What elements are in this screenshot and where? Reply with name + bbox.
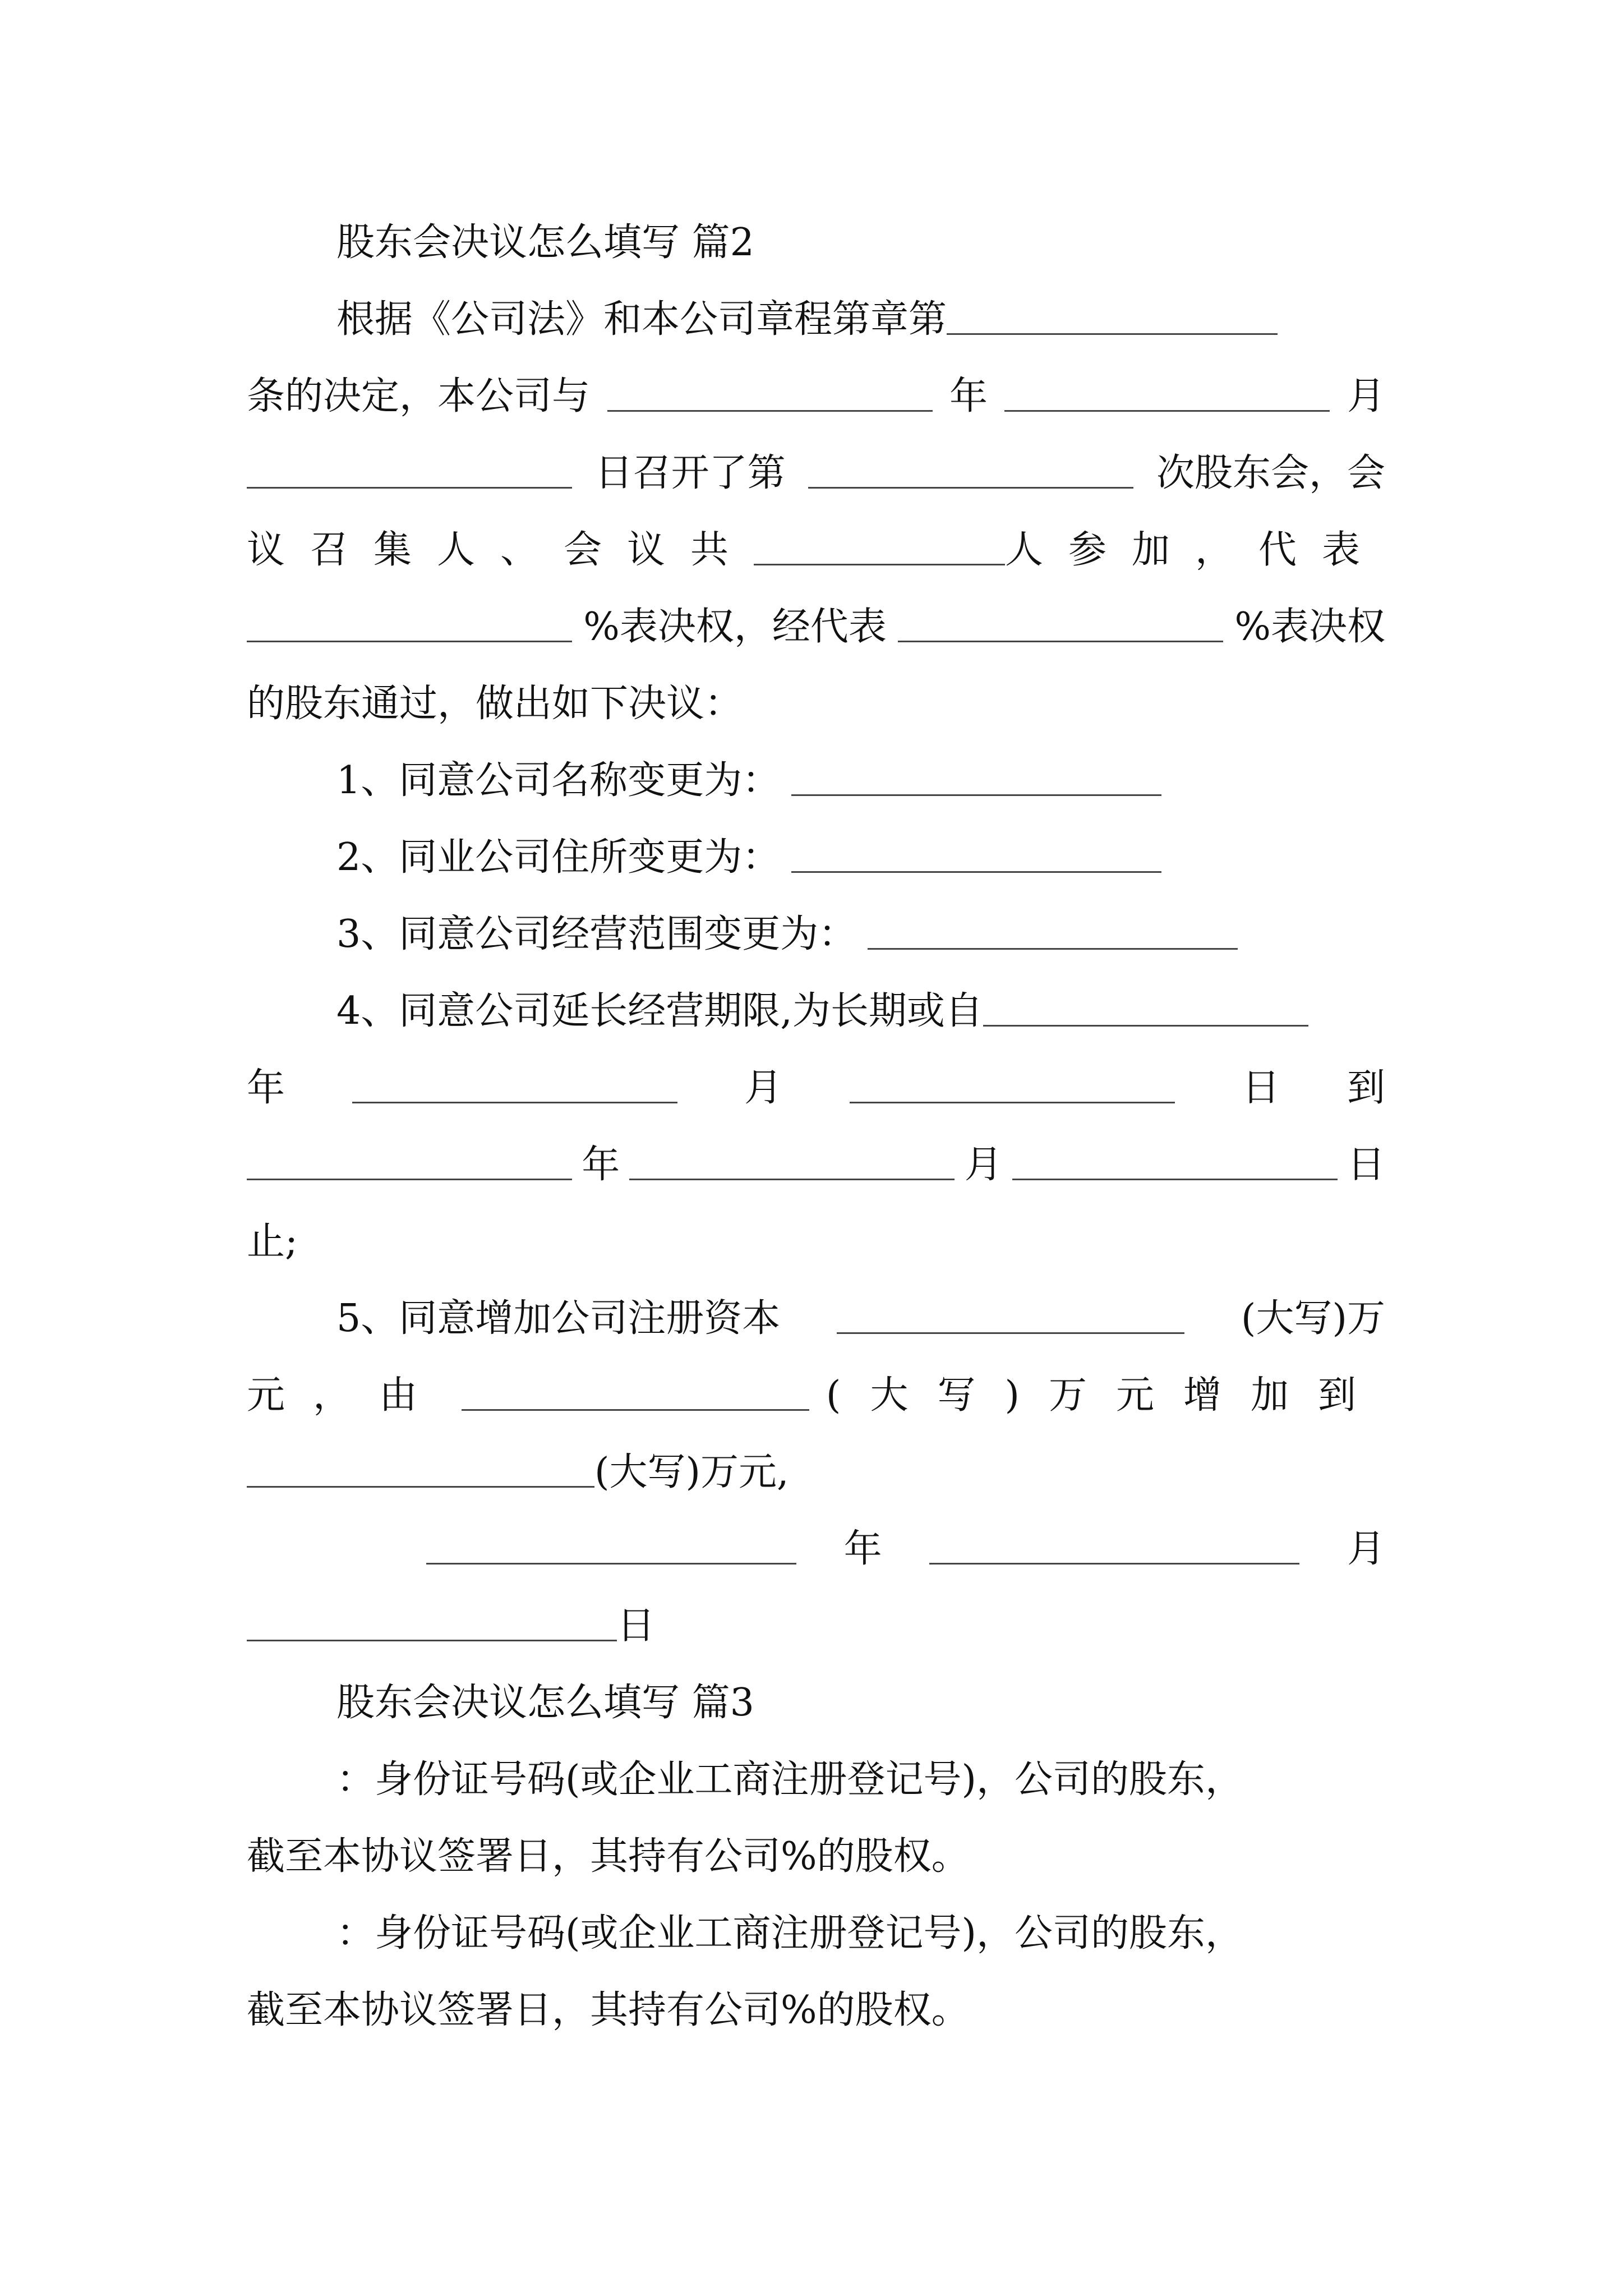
- date-text: 月: [1347, 1527, 1385, 1571]
- para-text: 截至本协议签署日，其持有公司%的股权。: [247, 1988, 970, 2032]
- date-text: 日: [617, 1604, 656, 1648]
- date-text: 年: [582, 1143, 620, 1187]
- para-line-2: [247, 366, 1385, 427]
- fill-blank[interactable]: [1004, 408, 1330, 412]
- fill-blank[interactable]: [247, 638, 572, 642]
- fill-blank[interactable]: [947, 331, 1278, 335]
- date-text: 日: [1242, 1066, 1280, 1110]
- para-text: 截至本协议签署日，其持有公司%的股权。: [247, 1834, 970, 1879]
- fill-blank[interactable]: [754, 562, 1005, 565]
- date-text: 月: [964, 1143, 1003, 1187]
- para-text: 议召集人、会议共: [247, 528, 754, 572]
- item-4-line-3: [247, 1134, 1385, 1196]
- fill-blank[interactable]: [607, 408, 933, 412]
- fill-blank[interactable]: [929, 1561, 1299, 1565]
- fill-blank[interactable]: [247, 1637, 617, 1641]
- para-text: (大写)万元,: [594, 1450, 789, 1494]
- item-label: 2、同业公司住所变更为：: [336, 835, 781, 880]
- resolution-item-5: [336, 1288, 1385, 1350]
- item-label: 3、同意公司经营范围变更为：: [336, 912, 857, 956]
- item-label: 5、同意增加公司注册资本: [336, 1296, 781, 1341]
- fill-blank[interactable]: [247, 1176, 572, 1180]
- fill-blank[interactable]: [983, 1023, 1308, 1027]
- item-4-line-2: [247, 1057, 1385, 1119]
- resolution-item-3: [336, 904, 1385, 965]
- para-text: (大写)万: [1241, 1296, 1385, 1341]
- para-text: 止;: [247, 1220, 298, 1264]
- date-text: 年: [843, 1527, 882, 1571]
- para-text: 根据《公司法》和本公司章程第章第: [336, 297, 947, 342]
- fill-blank[interactable]: [1012, 1176, 1338, 1180]
- fill-blank[interactable]: [629, 1176, 955, 1180]
- para-text: 条的决定，本公司与: [247, 374, 591, 418]
- shareholder-2-line-2: [247, 1980, 1385, 2041]
- shareholder-1-line-2: [247, 1826, 1385, 1888]
- fill-blank[interactable]: [868, 946, 1238, 950]
- date-text: 到: [1347, 1066, 1385, 1110]
- para-line-4: [247, 519, 1385, 581]
- para-text: 次股东会，会: [1156, 451, 1385, 495]
- fill-blank[interactable]: [837, 1330, 1184, 1334]
- fill-blank[interactable]: [808, 485, 1133, 489]
- fill-blank[interactable]: [247, 485, 572, 489]
- para-text: 人参加，代表: [1004, 528, 1385, 572]
- resolution-item-2: [336, 827, 1385, 889]
- item-label: 4、同意公司延长经营期限,为长期或自: [336, 989, 983, 1033]
- date-line: [426, 1519, 1385, 1580]
- para-line-3: [247, 443, 1385, 504]
- para-line-1: [336, 289, 1385, 351]
- item-4-line-4: [247, 1211, 1385, 1273]
- heading-text: 股东会决议怎么填写 篇3: [336, 1681, 754, 1725]
- para-text: %表决权，经代表: [583, 605, 887, 649]
- para-text: 月: [1347, 374, 1385, 418]
- date-text: 月: [744, 1066, 783, 1110]
- date-line-day: [247, 1595, 1385, 1657]
- para-text: 的股东通过，做出如下决议：: [247, 682, 743, 726]
- para-text: (大写)万元增加到: [826, 1373, 1385, 1418]
- date-text: 年: [247, 1066, 285, 1110]
- para-line-6: [247, 673, 1385, 735]
- fill-blank[interactable]: [898, 638, 1223, 642]
- fill-blank[interactable]: [850, 1099, 1175, 1103]
- para-text: 日召开了第: [594, 451, 786, 495]
- section-heading-2: [336, 212, 1385, 274]
- para-text: %表决权: [1234, 605, 1385, 649]
- fill-blank[interactable]: [791, 869, 1161, 873]
- item-label: 1、同意公司名称变更为：: [336, 758, 781, 803]
- resolution-item-4: [336, 981, 1385, 1042]
- para-text: ：身份证号码(或企业工商注册登记号)，公司的股东，: [336, 1757, 1244, 1802]
- resolution-item-1: [336, 750, 1385, 812]
- item-5-line-3: [247, 1442, 1385, 1503]
- para-line-5: [247, 596, 1385, 658]
- shareholder-2-line-1: [336, 1903, 1385, 1964]
- fill-blank[interactable]: [426, 1561, 796, 1565]
- fill-blank[interactable]: [462, 1407, 809, 1411]
- para-text: 元，由: [247, 1373, 446, 1418]
- fill-blank[interactable]: [791, 792, 1161, 796]
- item-5-line-2: [247, 1365, 1385, 1427]
- para-text: ：身份证号码(或企业工商注册登记号)，公司的股东，: [336, 1911, 1244, 1955]
- heading-text: 股东会决议怎么填写 篇2: [336, 220, 754, 265]
- shareholder-1-line-1: [336, 1749, 1385, 1811]
- fill-blank[interactable]: [352, 1099, 677, 1103]
- date-text: 日: [1347, 1143, 1385, 1187]
- section-heading-3: [336, 1672, 1385, 1734]
- para-text: 年: [949, 374, 988, 418]
- fill-blank[interactable]: [247, 1484, 594, 1488]
